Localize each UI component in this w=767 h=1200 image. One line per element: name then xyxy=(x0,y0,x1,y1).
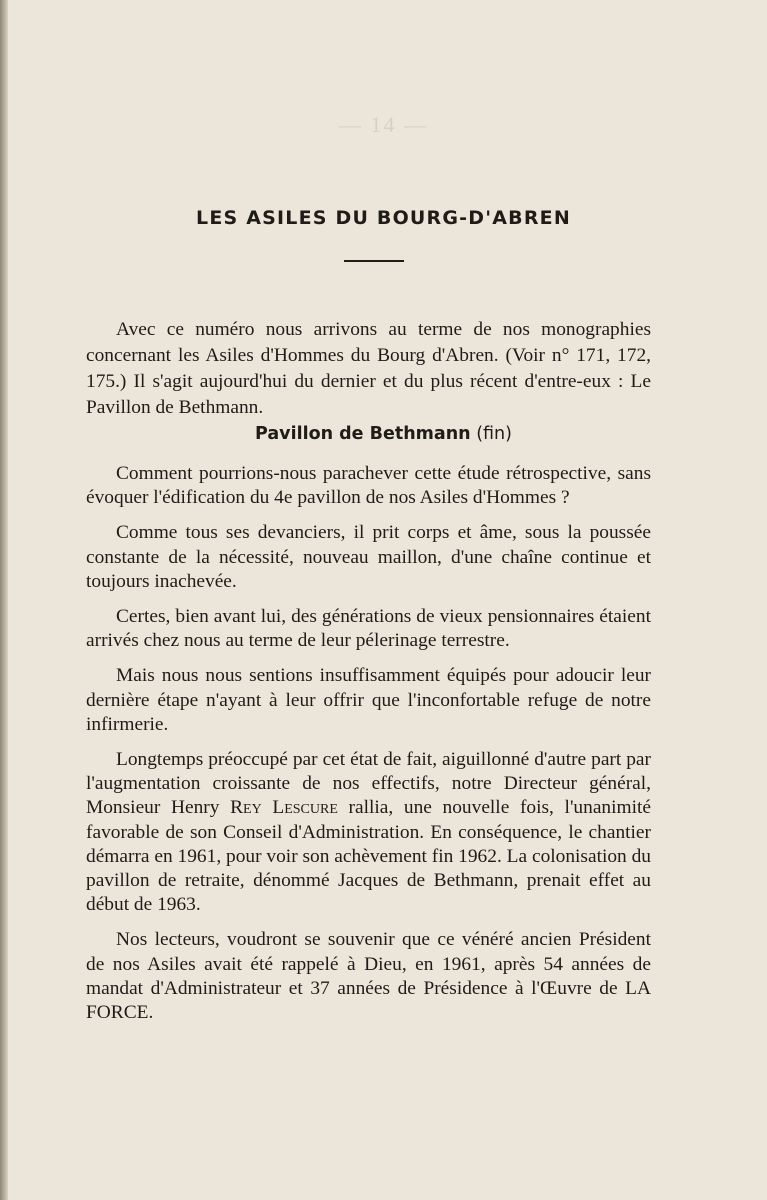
intro-paragraph: Avec ce numéro nous arrivons au terme de nos monographies concernant les Asiles d'Hommes du Bourg d'Abren. (Voir n° 171, 172, 175.) Il s'agit aujourd'hui du dernier et du plus récent d'entre-eux : Le Pavillon de Bethmann. xyxy=(86,319,651,419)
body-text xyxy=(86,462,651,1036)
section-heading-title: Pavillon de Bethmann xyxy=(255,424,471,444)
paragraph: Comment pourrions-nous parachever cette étude rétrospective, sans évoquer l'édification du 4e pavillon de nos Asiles d'Hommes ? xyxy=(86,463,651,509)
paragraph: Certes, bien avant lui, des générations de vieux pensionnaires étaient arrivés chez nous au terme de leur pélerinage terrestre. xyxy=(86,606,651,652)
section-heading-suffix: (fin) xyxy=(476,424,512,444)
page-title: LES ASILES DU BOURG-D'ABREN xyxy=(196,207,571,229)
section-heading xyxy=(0,424,767,444)
page-number: — 14 — xyxy=(339,112,428,137)
paragraph-text: rallia, une nouvelle fois, l'unanimité favorable de son Conseil d'Administration. En conséquence, le chantier démarra en 1961, pour voir son achèvement fin 1962. La colonisation du pavillon de retraite, dénommé Jacques de Bethmann, prenait effet au début de 1963. xyxy=(86,797,651,916)
person-name: Rey Lescure xyxy=(230,797,338,819)
paragraph: Mais nous nous sentions insuffisamment équipés pour adoucir leur dernière étape n'ayant à leur offrir que l'inconfortable refuge de notre infirmerie. xyxy=(86,665,651,735)
paragraph: Nos lecteurs, voudront se souvenir que ce vénéré ancien Président de nos Asiles avait été rappelé à Dieu, en 1961, après 54 années de mandat d'Administrateur et 37 années de Présidence à l'Œuvre de LA FORCE. xyxy=(86,929,651,1024)
title-rule xyxy=(344,260,404,262)
paragraph xyxy=(86,748,651,917)
paragraph: Comme tous ses devanciers, il prit corps et âme, sous la poussée constante de la nécessité, nouveau maillon, d'une chaîne continue et toujours inachevée. xyxy=(86,522,651,592)
paragraph-text: Longtemps préoccupé par cet état de fait, aiguillonné d'autre part par l'augmentation croissante de nos effectifs, notre Directeur général, Monsieur Henry xyxy=(86,749,651,819)
